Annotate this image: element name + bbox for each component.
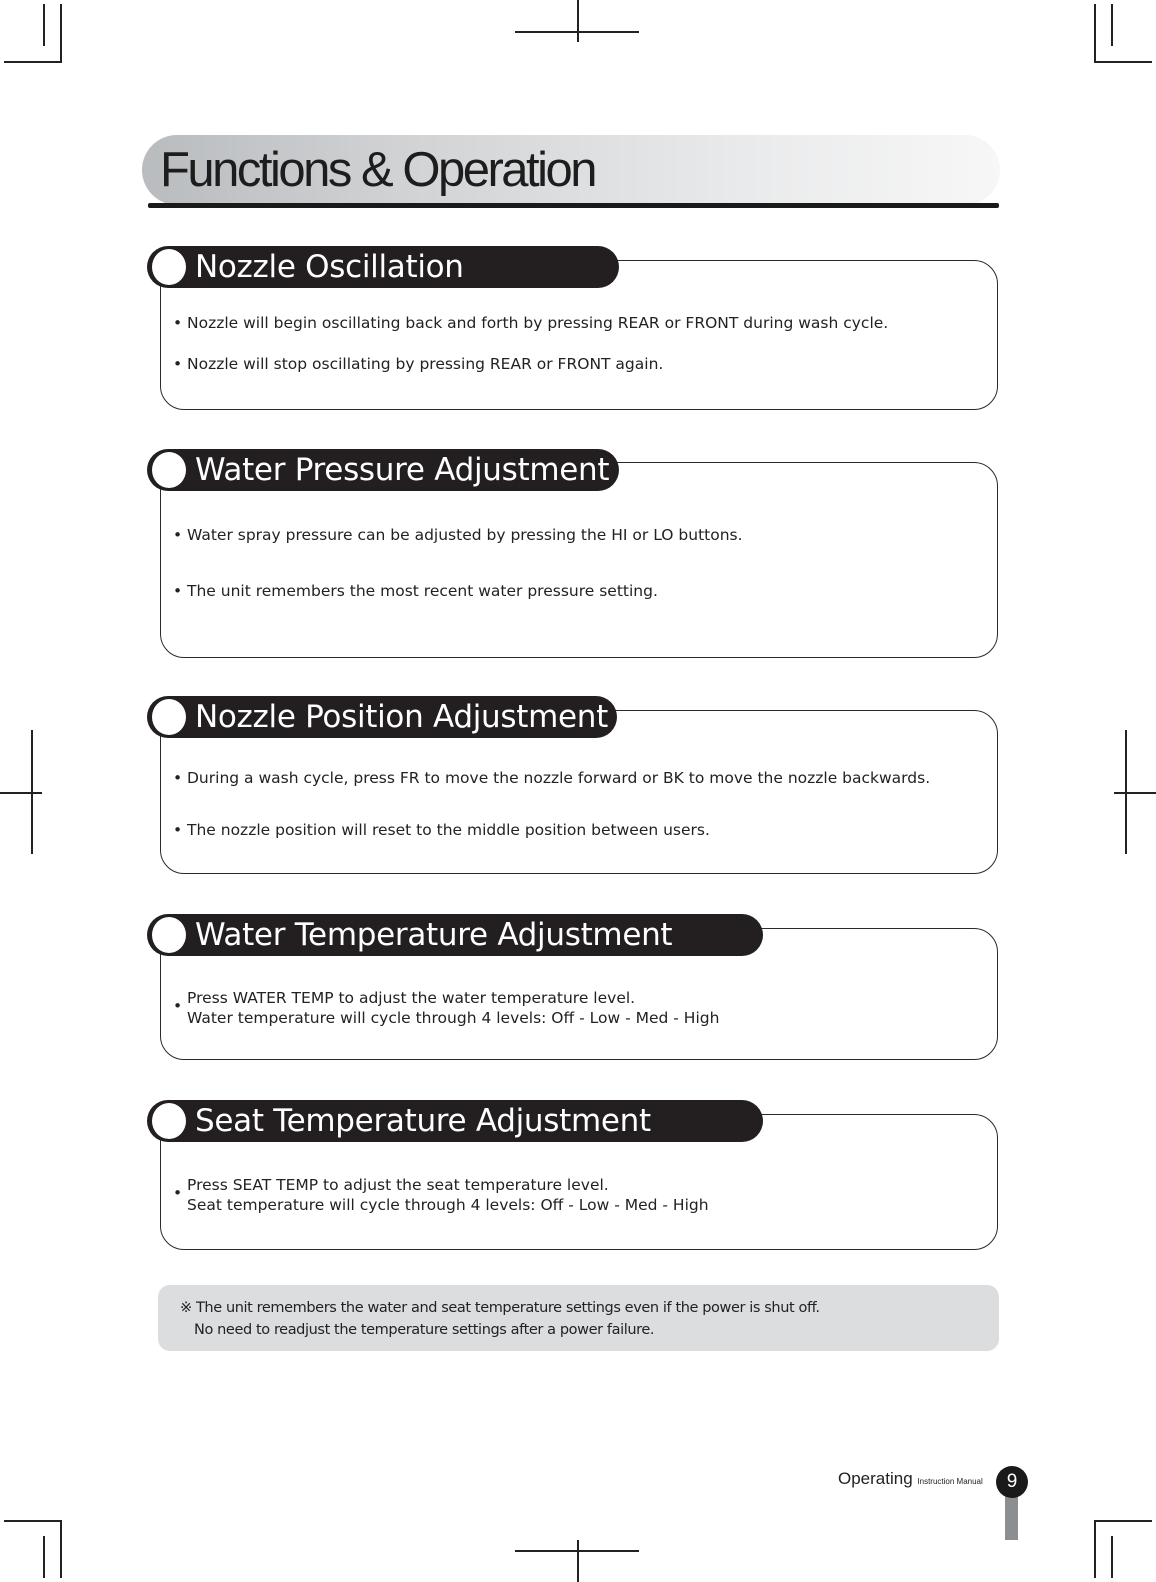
crop-mark: [43, 4, 45, 46]
list-item: • Nozzle will stop oscillating by pressing REAR or FRONT again.: [173, 355, 664, 373]
section-header: [147, 696, 617, 738]
crop-mark: [1125, 730, 1127, 854]
header-bullet-icon: [152, 917, 186, 953]
section-title: Water Temperature Adjustment: [195, 917, 673, 953]
list-item: • Nozzle will begin oscillating back and forth by pressing REAR or FRONT during wash cycle.: [173, 314, 889, 332]
bullet-icon: •: [173, 314, 183, 332]
crop-mark: [0, 792, 42, 794]
crop-mark: [31, 730, 33, 854]
crop-mark: [60, 4, 62, 62]
crop-mark: [4, 61, 62, 63]
reference-mark-icon: ※: [180, 1300, 192, 1316]
bullet-icon: •: [173, 821, 183, 839]
crop-mark: [1094, 1520, 1096, 1578]
bullet-icon: •: [173, 582, 183, 600]
title-underline: [148, 203, 999, 208]
footer-label: Operating Instruction Manual: [838, 1469, 983, 1488]
crop-mark: [1094, 61, 1152, 63]
list-item: • The nozzle position will reset to the middle position between users.: [173, 821, 710, 839]
section-header: [147, 246, 619, 288]
section-title: Nozzle Oscillation: [195, 249, 464, 285]
crop-mark: [1094, 4, 1096, 62]
section-title: Nozzle Position Adjustment: [195, 699, 608, 735]
header-bullet-icon: [152, 699, 186, 735]
page-number: 9: [996, 1466, 1028, 1498]
bullet-icon: •: [173, 997, 183, 1015]
section-header: [147, 914, 763, 956]
list-item: • Water spray pressure can be adjusted by pressing the HI or LO buttons.: [173, 526, 743, 544]
bullet-icon: •: [173, 769, 183, 787]
section-header: [147, 449, 619, 491]
water-pressure-panel: [160, 462, 998, 658]
section-title: Water Pressure Adjustment: [195, 452, 610, 488]
crop-mark: [43, 1536, 45, 1578]
page-title: Functions & Operation: [160, 143, 596, 197]
bullet-icon: •: [173, 526, 183, 544]
crop-mark: [577, 1540, 579, 1582]
bullet-icon: •: [173, 1184, 183, 1202]
header-bullet-icon: [152, 452, 186, 488]
crop-mark: [1094, 1520, 1152, 1522]
list-item: • During a wash cycle, press FR to move the nozzle forward or BK to move the nozzle backwards.: [173, 769, 931, 787]
crop-mark: [577, 0, 579, 42]
list-item: • The unit remembers the most recent water pressure setting.: [173, 582, 658, 600]
section-header: [147, 1100, 763, 1142]
crop-mark: [1111, 4, 1113, 46]
crop-mark: [60, 1520, 62, 1578]
crop-mark: [4, 1520, 62, 1522]
header-bullet-icon: [152, 1103, 186, 1139]
crop-mark: [1114, 792, 1156, 794]
header-bullet-icon: [152, 249, 186, 285]
bullet-icon: •: [173, 355, 183, 373]
section-title: Seat Temperature Adjustment: [195, 1103, 651, 1139]
crop-mark: [1111, 1536, 1113, 1578]
note-text: ※ The unit remembers the water and seat temperature settings even if the power is shut off. No need to readjust the temperature settings after a power failure.: [180, 1300, 820, 1338]
